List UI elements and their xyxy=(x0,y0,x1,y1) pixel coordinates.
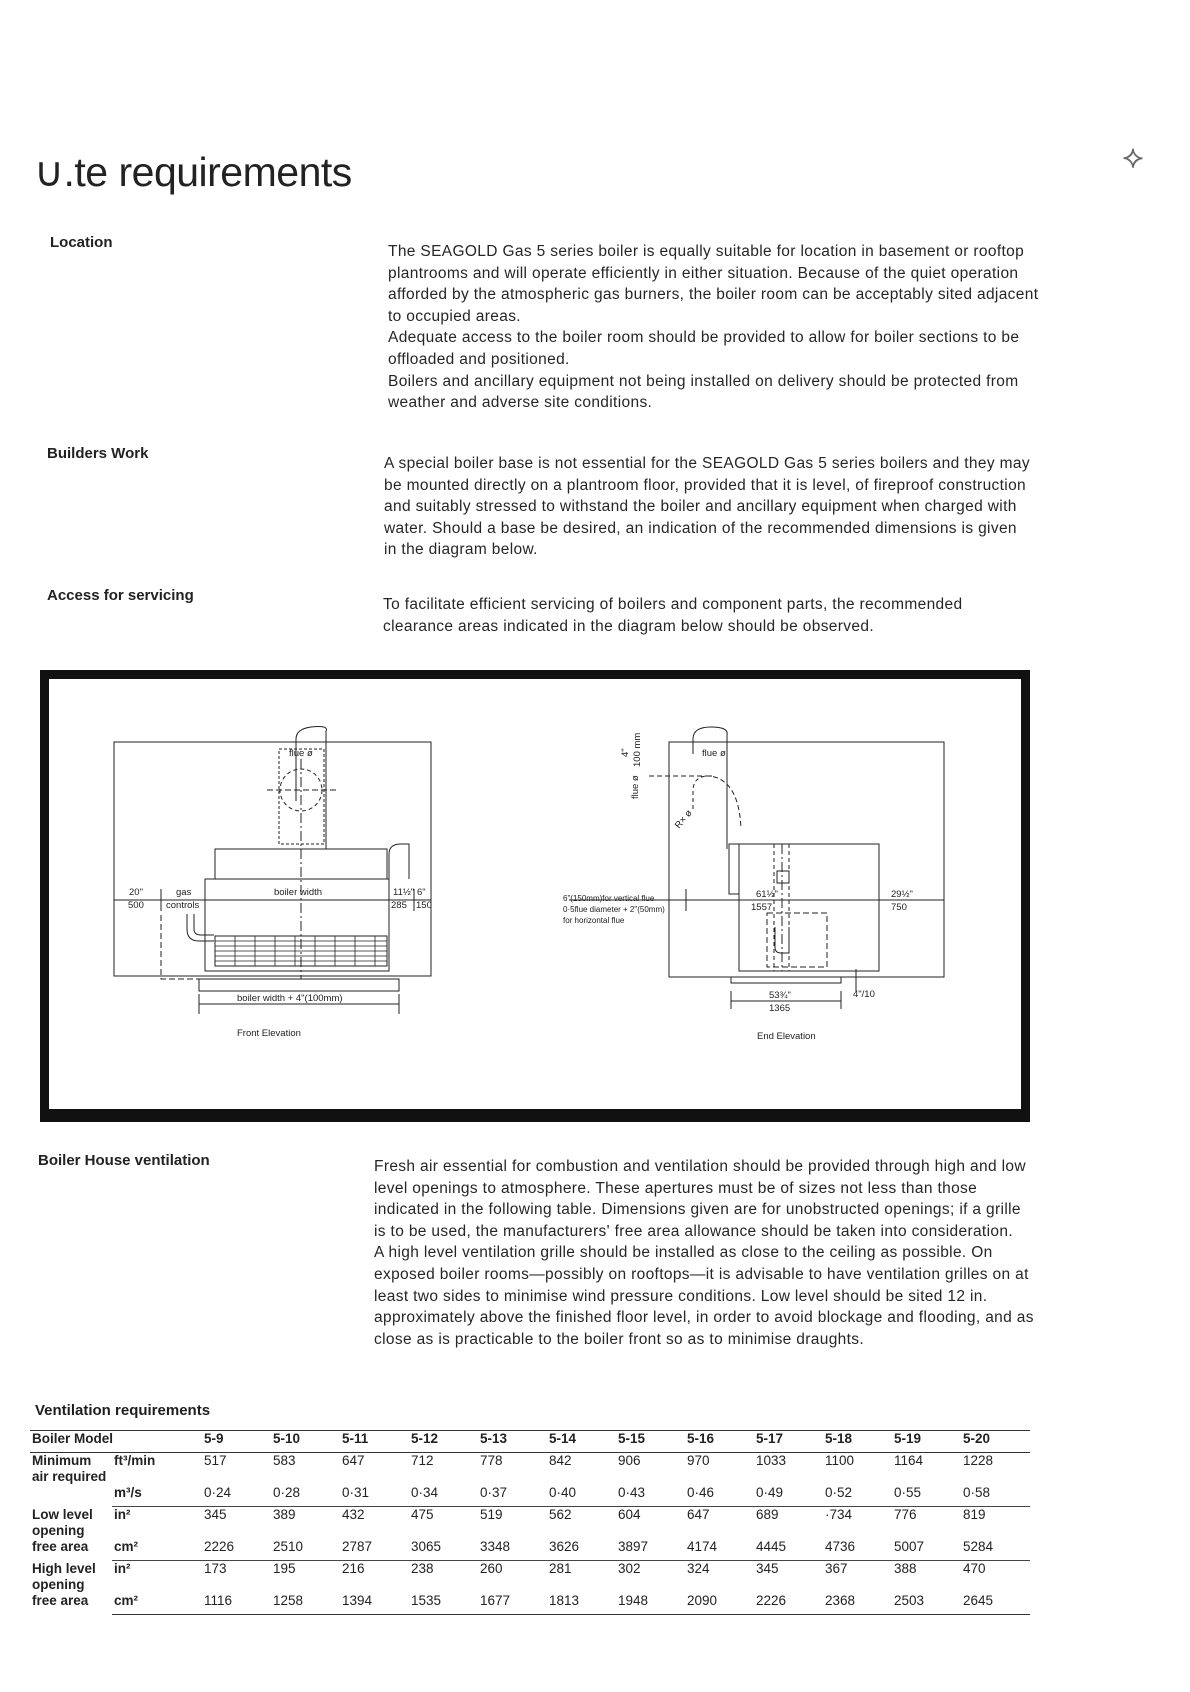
table-cell: 0·24 xyxy=(202,1485,271,1507)
boiler-model-header: Boiler Model xyxy=(30,1431,202,1453)
heading-builders-work: Builders Work xyxy=(47,445,149,462)
ventilation-table xyxy=(30,1430,1030,1615)
table-cell: 2787 xyxy=(340,1539,409,1561)
front-gas-label: gas xyxy=(176,887,192,898)
table-cell: 0·49 xyxy=(754,1485,823,1507)
table-cell: 517 xyxy=(204,1453,227,1468)
table-cell: 3065 xyxy=(409,1539,478,1561)
table-cell: 712 xyxy=(411,1453,434,1468)
location-paragraph: The SEAGOLD Gas 5 series boiler is equally suitable for location in basement or rooftop plantrooms and will operate efficiently in either situation. Because of the quiet operation afforded by the atmospheric gas burners, the boiler room can be acceptably sited adjacent to occupied areas. xyxy=(388,243,1039,325)
front-gas-pipe xyxy=(187,914,214,941)
row-label: Minimum air required xyxy=(32,1453,107,1484)
end-access-panel xyxy=(767,913,827,967)
end-burner-box xyxy=(729,844,739,894)
model-header: 5-12 xyxy=(409,1431,478,1453)
end-top-mm: 100 mm xyxy=(632,732,643,767)
table-cell: 2503 xyxy=(892,1593,961,1615)
table-cell: 1100 xyxy=(825,1453,855,1468)
table-cell: 583 xyxy=(273,1453,296,1468)
location-paragraph: Adequate access to the boiler room should be provided to allow for boiler sections to be offloaded and positioned. xyxy=(388,329,1020,368)
front-gas-pipe-inner xyxy=(194,914,214,935)
table-cell: 819 xyxy=(963,1507,986,1522)
table-cell: 906 xyxy=(618,1453,641,1468)
ventilation-paragraph: A high level ventilation grille should be installed as close to the ceiling as possible. On exposed boiler rooms—possibly on rooftops—it is advisable to have ventilation grilles on at least two sides to minimise wind pressure conditions. Low level should be sited 12 in. approximately above the finished floor level, in order to avoid blockage and flooding, and as close as is practicable to the boiler front so as to minimise draughts. xyxy=(374,1244,1034,1348)
end-radius-label: R× ø xyxy=(672,807,695,831)
table-cell: 2510 xyxy=(271,1539,340,1561)
table-row xyxy=(30,1453,1030,1485)
table-cell: 1535 xyxy=(409,1593,478,1615)
table-cell: 2226 xyxy=(202,1539,271,1561)
ventilation-text xyxy=(374,1156,1034,1350)
access-text xyxy=(383,594,1033,637)
table-cell: 432 xyxy=(342,1507,365,1522)
table-cell: 5007 xyxy=(892,1539,961,1561)
table-cell: 3897 xyxy=(616,1539,685,1561)
location-text xyxy=(388,241,1046,414)
front-elevation-caption: Front Elevation xyxy=(237,1028,301,1039)
front-right-a-mm: 285 xyxy=(391,900,407,911)
table-header-row xyxy=(30,1431,1030,1453)
model-header: 5-18 xyxy=(823,1431,892,1453)
table-cell: 2226 xyxy=(754,1593,823,1615)
end-base-mm: 1365 xyxy=(769,1003,791,1014)
table-row xyxy=(30,1561,1030,1593)
table-row xyxy=(30,1539,1030,1561)
table-cell: 0·28 xyxy=(271,1485,340,1507)
builders-work-paragraph: A special boiler base is not essential for the SEAGOLD Gas 5 series boilers and they may be mounted directly on a plantroom floor, provided that it is level, of fireproof construction and suitably stressed to withstand the boiler and ancillary equipment when charged with water. Should a base be desired, an indication of the recommended dimensions is given in the diagram below. xyxy=(384,455,1030,559)
table-cell: 4174 xyxy=(685,1539,754,1561)
end-flue-label: flue ø xyxy=(702,748,726,759)
table-cell: 1677 xyxy=(478,1593,547,1615)
table-cell: 345 xyxy=(756,1561,779,1576)
model-header: 5-20 xyxy=(961,1431,1030,1453)
model-header: 5-16 xyxy=(685,1431,754,1453)
front-base-label: boiler width + 4"(100mm) xyxy=(237,993,343,1004)
row-unit: cm² xyxy=(112,1539,202,1561)
row-label: Low level opening free area xyxy=(32,1506,93,1554)
table-cell: 216 xyxy=(342,1561,365,1576)
end-flue-pipe xyxy=(693,727,727,849)
heading-boiler-house-ventilation: Boiler House ventilation xyxy=(38,1152,210,1169)
table-cell: 0·55 xyxy=(892,1485,961,1507)
table-cell: 324 xyxy=(687,1561,710,1576)
front-gas-clearance xyxy=(161,915,205,979)
front-right-a-inches: 11½" xyxy=(393,887,415,898)
end-mid-inches: 61½" xyxy=(756,889,778,900)
table-cell: 0·37 xyxy=(478,1485,547,1507)
row-unit: cm² xyxy=(112,1593,202,1615)
end-room-outline xyxy=(669,742,944,977)
table-cell: 2090 xyxy=(685,1593,754,1615)
table-cell: 475 xyxy=(411,1507,434,1522)
table-cell: 842 xyxy=(549,1453,572,1468)
end-elevation xyxy=(569,727,944,1009)
table-cell: 1948 xyxy=(616,1593,685,1615)
clearance-diagram xyxy=(40,670,1030,1122)
end-right-inches: 29½" xyxy=(891,889,913,900)
front-base xyxy=(199,979,399,991)
end-elevation-caption: End Elevation xyxy=(757,1031,816,1042)
table-cell: 0·34 xyxy=(409,1485,478,1507)
heading-location: Location xyxy=(50,234,113,251)
location-paragraph: Boilers and ancillary equipment not being installed on delivery should be protected from weather and adverse site conditions. xyxy=(388,372,1019,412)
table-cell: 604 xyxy=(618,1507,641,1522)
table-cell: 0·31 xyxy=(340,1485,409,1507)
table-cell: 173 xyxy=(204,1561,227,1576)
front-right-b-mm: 150 xyxy=(416,900,432,911)
table-cell: 1164 xyxy=(894,1453,924,1468)
ventilation-paragraph: Fresh air essential for combustion and ventilation should be provided through high and low level openings to atmosphere. These apertures must be of sizes not less than those indicated in the following table. Dimensions given are for unobstructed openings; if a grille is to be used, the manufacturers' free area allowance should be taken into consideration. xyxy=(374,1158,1026,1240)
table-cell: 1033 xyxy=(756,1453,787,1468)
table-cell: 1228 xyxy=(963,1453,994,1468)
ventilation-table-title: Ventilation requirements xyxy=(35,1402,211,1419)
row-label: High level opening free area xyxy=(32,1560,96,1608)
table-cell: 260 xyxy=(480,1561,503,1576)
table-cell: 367 xyxy=(825,1561,848,1576)
table-cell: 647 xyxy=(342,1453,365,1468)
table-cell: 3348 xyxy=(478,1539,547,1561)
row-unit: in² xyxy=(114,1507,131,1522)
access-paragraph: To facilitate efficient servicing of boilers and component parts, the recommended clearance areas indicated in the diagram below should be observed. xyxy=(383,596,963,635)
table-cell: 345 xyxy=(204,1507,227,1522)
table-cell: 0·46 xyxy=(685,1485,754,1507)
table-cell: 195 xyxy=(273,1561,296,1576)
table-cell: 776 xyxy=(894,1507,917,1522)
front-right-b-inches: 6" xyxy=(417,887,426,898)
table-cell: 970 xyxy=(687,1453,710,1468)
end-right-mm: 750 xyxy=(891,902,907,913)
page-title: ∪.te requirements xyxy=(34,149,352,195)
table-cell: 4445 xyxy=(754,1539,823,1561)
table-cell: 689 xyxy=(756,1507,779,1522)
end-base xyxy=(731,977,841,983)
front-elevation xyxy=(114,727,431,1015)
front-left-inches: 20" xyxy=(129,887,143,898)
table-cell: 647 xyxy=(687,1507,710,1522)
model-header: 5-10 xyxy=(271,1431,340,1453)
model-header: 5-9 xyxy=(202,1431,271,1453)
model-header: 5-17 xyxy=(754,1431,823,1453)
table-cell: 302 xyxy=(618,1561,641,1576)
table-row xyxy=(30,1507,1030,1539)
table-cell: 1116 xyxy=(202,1593,271,1615)
end-base-inches: 53¾" xyxy=(769,990,791,1001)
table-cell: ·734 xyxy=(825,1507,853,1522)
front-controls-label: controls xyxy=(166,900,200,911)
table-cell: 2645 xyxy=(961,1593,1030,1615)
table-cell: 0·43 xyxy=(616,1485,685,1507)
table-cell: 281 xyxy=(549,1561,572,1576)
table-cell: 4736 xyxy=(823,1539,892,1561)
table-cell: 1394 xyxy=(340,1593,409,1615)
table-cell: 1813 xyxy=(547,1593,616,1615)
front-flue-label: flue ø xyxy=(289,748,313,759)
model-header: 5-13 xyxy=(478,1431,547,1453)
table-cell: 238 xyxy=(411,1561,434,1576)
model-header: 5-19 xyxy=(892,1431,961,1453)
table-cell: 5284 xyxy=(961,1539,1030,1561)
row-unit: ft³/min xyxy=(114,1453,156,1468)
end-note-diameter: 0·5flue diameter + 2"(50mm) xyxy=(563,905,665,914)
table-cell: 1258 xyxy=(271,1593,340,1615)
row-unit: m³/s xyxy=(112,1485,202,1507)
table-cell: 0·52 xyxy=(823,1485,892,1507)
table-cell: 0·58 xyxy=(961,1485,1030,1507)
end-note-horizontal: for horizontal flue xyxy=(563,916,625,925)
end-mid-mm: 1557 xyxy=(751,902,773,913)
model-header: 5-14 xyxy=(547,1431,616,1453)
table-cell: 778 xyxy=(480,1453,503,1468)
end-base-height-label: 4"/10 xyxy=(853,989,875,1000)
front-boiler-width-label: boiler width xyxy=(274,887,323,898)
table-cell: 389 xyxy=(273,1507,296,1522)
row-unit: in² xyxy=(114,1561,131,1576)
table-row xyxy=(30,1593,1030,1615)
end-flue-bend xyxy=(693,776,714,809)
table-cell: 2368 xyxy=(823,1593,892,1615)
table-cell: 470 xyxy=(963,1561,986,1576)
table-cell: 519 xyxy=(480,1507,503,1522)
table-cell: 388 xyxy=(894,1561,917,1576)
builders-work-text xyxy=(384,453,1032,561)
table-row xyxy=(30,1485,1030,1507)
table-cell: 3626 xyxy=(547,1539,616,1561)
table-cell: 562 xyxy=(549,1507,572,1522)
binder-hole-mark: ⯎ xyxy=(1123,143,1144,174)
model-header: 5-11 xyxy=(340,1431,409,1453)
heading-access-for-servicing: Access for servicing xyxy=(47,587,194,604)
end-note-vertical: 6"(150mm)for vertical flue xyxy=(563,894,655,903)
end-top-inches: 4" xyxy=(620,748,631,757)
table-cell: 0·40 xyxy=(547,1485,616,1507)
front-left-mm: 500 xyxy=(128,900,144,911)
clearance-diagram-drawing xyxy=(49,679,1021,1109)
end-sight-glass xyxy=(777,871,789,883)
model-header: 5-15 xyxy=(616,1431,685,1453)
end-flue-side-label: flue ø xyxy=(630,775,641,799)
front-return-pipe xyxy=(389,844,409,879)
